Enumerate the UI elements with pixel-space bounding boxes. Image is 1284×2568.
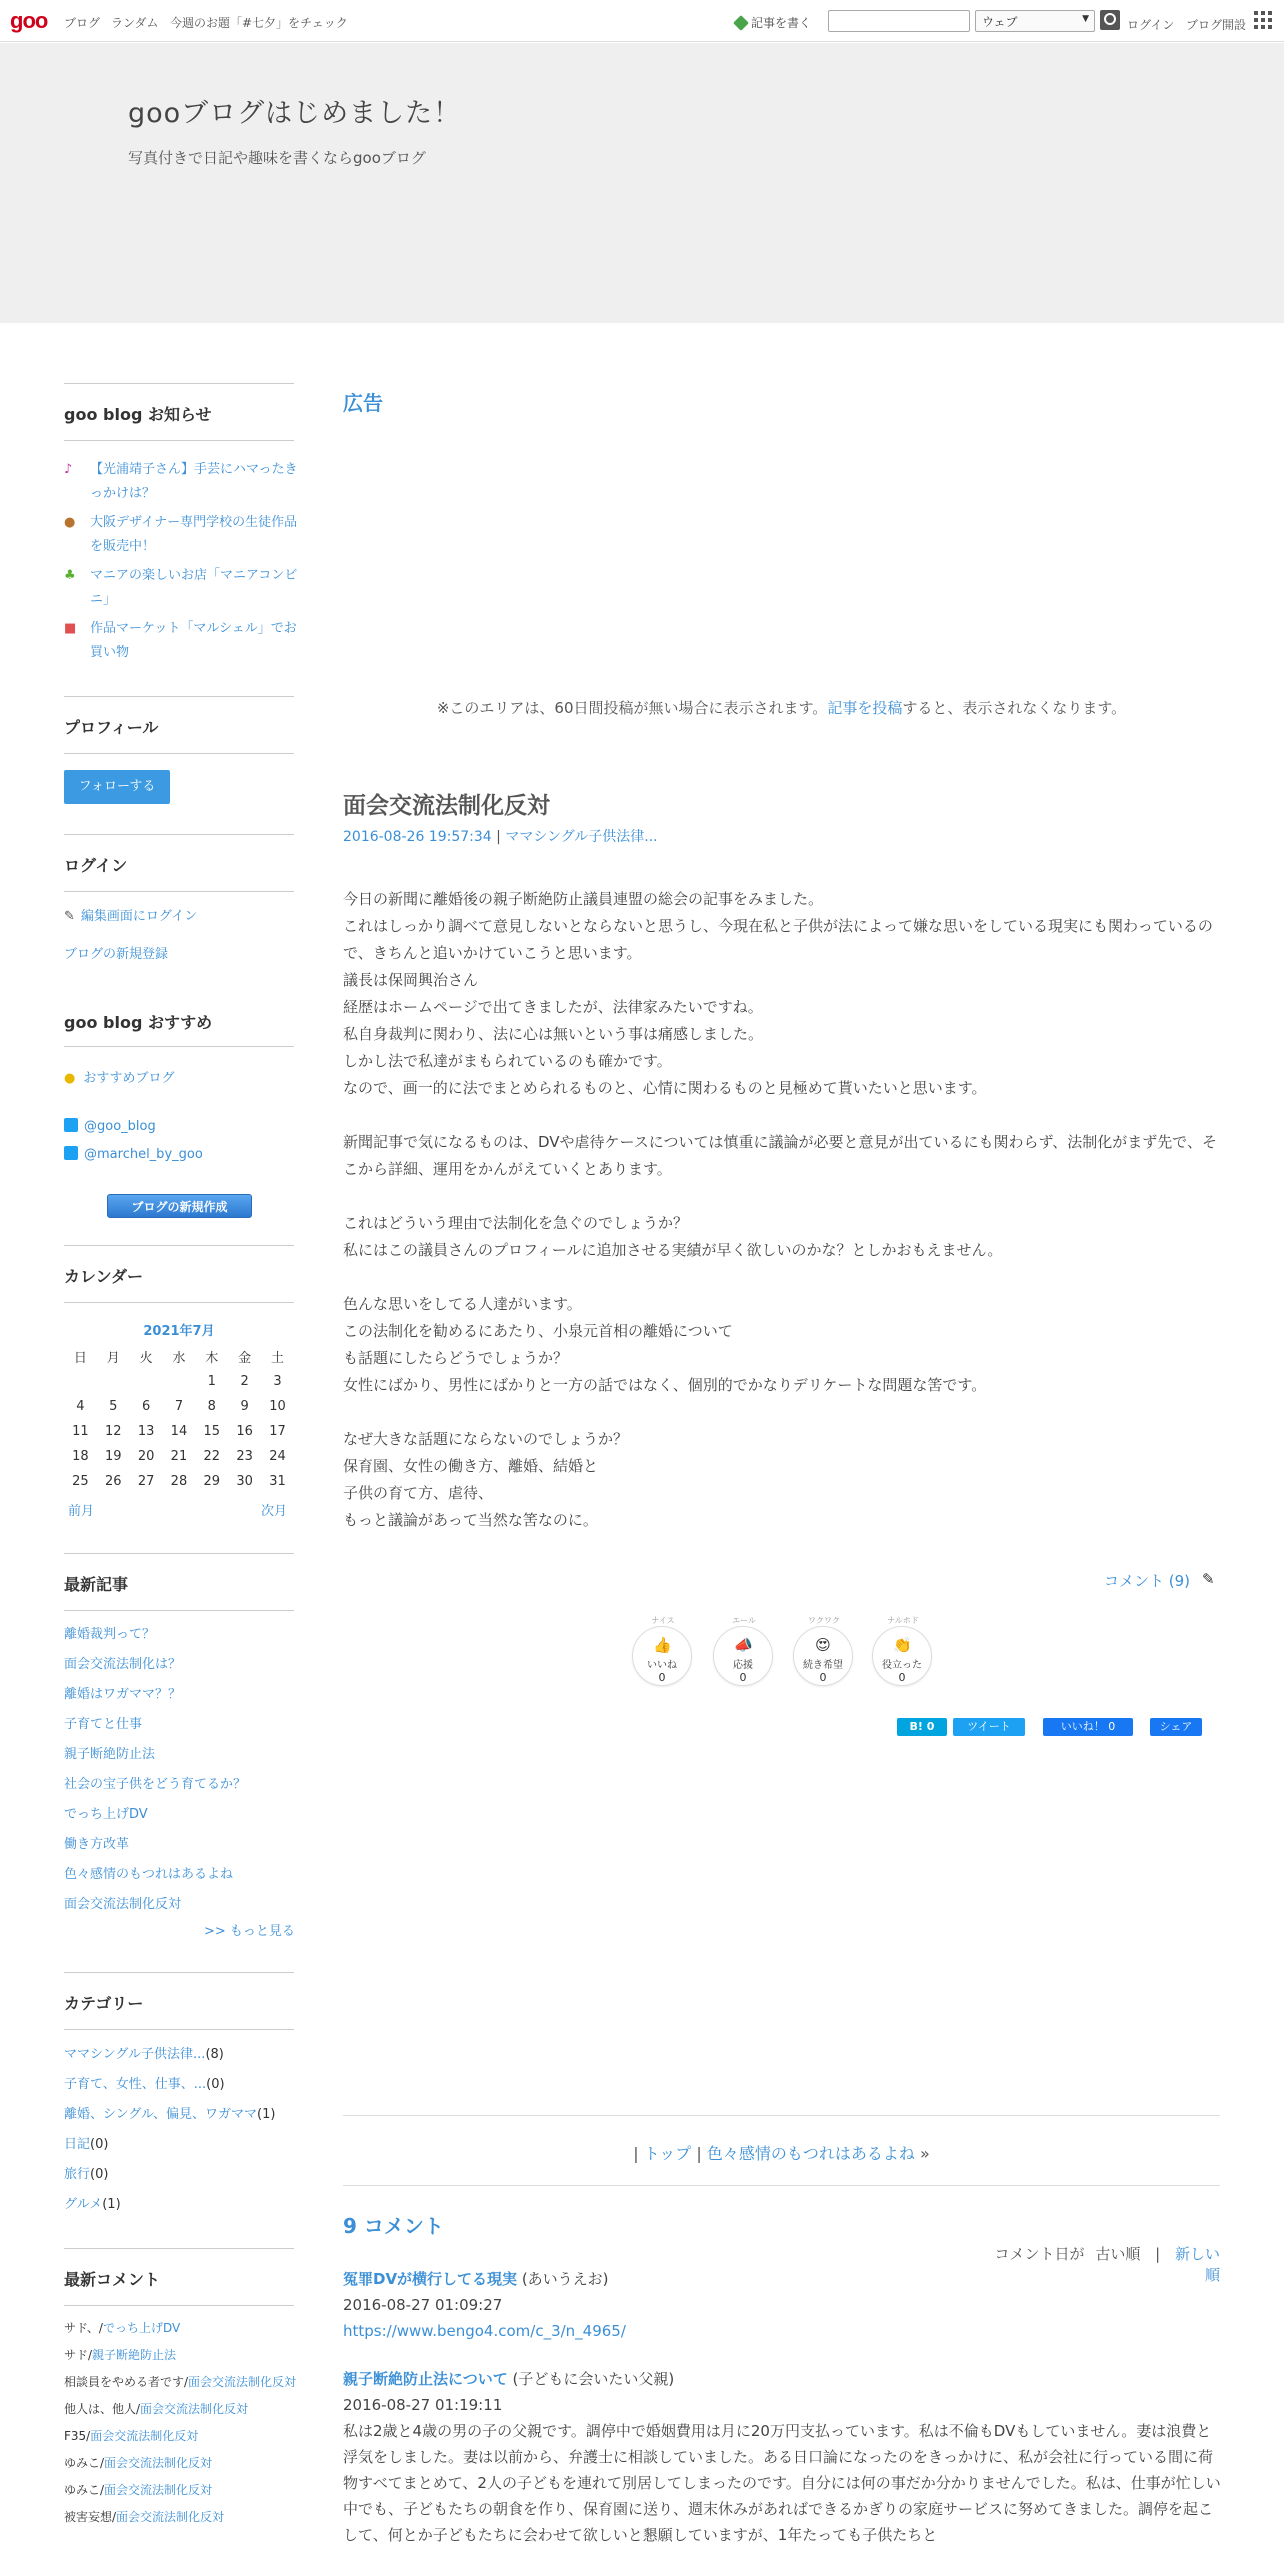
profile-heading: プロフィール — [64, 696, 294, 754]
write-post-link[interactable] — [734, 14, 811, 31]
calendar-day: 1 — [207, 1374, 216, 1389]
categories-heading: カテゴリー — [64, 1972, 294, 2030]
tweet-button[interactable]: ツイート — [953, 1718, 1025, 1736]
blog-description: 写真付きで日記や趣味を書くならgooブログ — [128, 149, 426, 167]
post-paragraph: 私自身裁判に関わり、法に心は無いという事は痛感しました。 — [343, 1025, 764, 1043]
category-count: (0) — [90, 2137, 109, 2152]
login-edit-label: 編集画面にログイン — [80, 909, 198, 924]
comment-body: 私は2歳と4歳の男の子の父親です。調停中で婚姻費用は月に20万円支払っています。私は不倫もDVもしていません。妻は浪費と浮気をしました。妻は以前から、弁護士に相談していました。ある日口論になったのをきっかけに、私が会社に行っている間に荷物すべてまとめて、2人の子どもを連れて別居してしまったのです。自分には何の事だか分かりませんでした。私は、仕事が忙しい中でも、子どもたちの朝食を作り、保育園に送り、週末休みがあればできるかぎりの家庭サービスに努めてきました。調停を起こして、何とか子どもたちに会わせて欲しいと懇願していますが、1年たっても子供たちと — [343, 2422, 1221, 2544]
list-item[interactable] — [64, 1740, 304, 1770]
post-paragraph: なぜ大きな話題にならないのでしょうか？ — [343, 1430, 629, 1448]
calendar-next-link[interactable]: 次月 — [261, 1504, 288, 1519]
divider — [343, 2115, 1220, 2116]
nav-link-weekly-theme[interactable]: 今週のお題「#七夕」をチェック — [170, 16, 348, 30]
calendar-day: 22 — [203, 1449, 221, 1464]
recent-post-link[interactable]: 働き方改革 — [64, 1837, 130, 1852]
list-item[interactable] — [64, 2040, 304, 2070]
ad-note-text: すると、表示されなくなります。 — [902, 699, 1127, 717]
register-blog-link[interactable]: ブログの新規登録 — [64, 947, 169, 962]
post-paragraph: 今日の新聞に離婚後の親子断絶防止議員連盟の総会の記事をみました。 — [343, 890, 824, 908]
recent-post-link[interactable]: 離婚はワガママ？？ — [64, 1687, 182, 1702]
sort-label: コメント日が — [994, 2245, 1085, 2263]
divider — [343, 2185, 1220, 2186]
next-post-link[interactable]: 色々感情のもつれはあるよね — [706, 2144, 915, 2163]
comment-author: 被害妄想/ — [64, 2510, 117, 2524]
heart-eyes-icon: 😍 — [815, 1636, 831, 1654]
calendar-day: 31 — [269, 1474, 286, 1489]
dog-icon: ● — [64, 515, 76, 530]
post-paragraph — [343, 1183, 1223, 1210]
calendar-day: 19 — [104, 1449, 122, 1464]
calendar-day: 2 — [240, 1374, 249, 1389]
list-item[interactable] — [64, 2070, 304, 2100]
reaction-label: いいね — [647, 1660, 677, 1671]
calendar-day: 24 — [269, 1449, 286, 1464]
write-post-label: 記事を書く — [751, 16, 812, 30]
sort-separator: | — [1155, 2245, 1161, 2263]
list-item[interactable] — [64, 1800, 304, 1830]
calendar-day — [130, 1369, 163, 1394]
calendar-day: 16 — [236, 1424, 253, 1439]
comment-date: 2016-08-27 01:19:11 — [343, 2396, 503, 2414]
next-arrow-icon: » — [919, 2144, 930, 2163]
post-paragraph — [343, 1102, 1223, 1129]
twitter-link-goo-blog[interactable] — [64, 1114, 156, 1140]
calendar-day: 6 — [141, 1399, 151, 1414]
calendar-day: 20 — [137, 1449, 155, 1464]
calendar-day: 26 — [104, 1474, 122, 1489]
list-item[interactable] — [64, 2130, 304, 2160]
recent-post-link[interactable]: 親子断絶防止法 — [64, 1747, 156, 1762]
post-paragraph: 色んな思いをしてる人達がいます。 — [343, 1295, 582, 1313]
blog-title[interactable]: gooブログはじめました！ — [128, 98, 462, 129]
lightbulb-icon: ● — [64, 1071, 76, 1086]
category-count: (0) — [90, 2167, 109, 2182]
recent-post-link[interactable]: 社会の宝子供をどう育てるか？ — [64, 1777, 247, 1792]
post-paragraph — [343, 1264, 1223, 1291]
comment-author: (子どもに会いたい父親) — [507, 2370, 675, 2388]
comments-heading: 9 コメント — [343, 2214, 444, 2238]
post-paragraph: 保育園、女性の働き方、離婚、結婚と — [343, 1457, 599, 1475]
list-item — [64, 2509, 304, 2526]
comment-item — [343, 2366, 1223, 2568]
reaction-caption: エール — [732, 1616, 756, 1625]
list-item[interactable] — [64, 2100, 304, 2130]
share-button[interactable]: シェア — [1150, 1718, 1202, 1736]
reaction-label: 役立った — [882, 1660, 922, 1671]
list-item — [64, 2455, 304, 2472]
category-count: (1) — [257, 2107, 276, 2122]
calendar-day: 17 — [269, 1424, 286, 1439]
comment-title[interactable]: 親子断絶防止法について — [343, 2370, 508, 2388]
calendar-day — [163, 1369, 196, 1394]
post-paragraph: しかし法で私達がまもられているのも確かです。 — [343, 1052, 672, 1070]
comment-header — [343, 2266, 1223, 2292]
nav-link-random[interactable]: ランダム — [111, 16, 159, 30]
reaction-like-button[interactable] — [632, 1616, 692, 1686]
list-item[interactable] — [64, 1680, 304, 1710]
reaction-count: 0 — [819, 1671, 827, 1684]
goo-logo[interactable]: goo — [10, 8, 48, 33]
twitter-handle: @goo_blog — [84, 1119, 156, 1134]
calendar-day: 14 — [170, 1424, 188, 1439]
notice-text[interactable]: 【光浦靖子さん】手芸にハマったきっかけは？ — [90, 462, 298, 501]
list-item[interactable] — [64, 2190, 304, 2220]
twitter-handle: @marchel_by_goo — [84, 1147, 203, 1162]
list-item — [64, 2428, 304, 2445]
clover-icon: ♣ — [64, 568, 76, 583]
search-button[interactable] — [1100, 10, 1120, 30]
ad-heading: 広告 — [343, 391, 383, 415]
nav-separator: | — [691, 2144, 707, 2163]
new-blog-button[interactable]: ブログの新規作成 — [107, 1194, 252, 1218]
calendar-day: 29 — [203, 1474, 221, 1489]
calendar-heading: カレンダー — [64, 1245, 294, 1303]
post-paragraph: 私にはこの議員さんのプロフィールに追加させる実績が早く欲しいのかな？としかおもえません。 — [343, 1241, 1003, 1259]
post-paragraph: 経歴はホームページで出てきましたが、法律家みたいですね。 — [343, 998, 763, 1016]
calendar-day — [64, 1369, 97, 1394]
post-paragraph: これはどういう理由で法制化を急ぐのでしょうか？ — [343, 1214, 689, 1232]
list-item — [64, 2374, 304, 2391]
calendar-day: 12 — [104, 1424, 122, 1439]
comment-author: (あいうえお) — [517, 2270, 609, 2288]
recommend-blog-label: おすすめブログ — [83, 1071, 175, 1086]
reaction-want-more-button[interactable] — [793, 1616, 853, 1686]
weekday-label: 火 — [139, 1351, 153, 1366]
clap-icon: 👏 — [893, 1636, 912, 1654]
category-count: (1) — [102, 2197, 121, 2212]
post-paragraph: もっと議論があって当然な筈なのに。 — [343, 1511, 598, 1529]
sort-newest-link[interactable]: 新しい順 — [1174, 2245, 1220, 2284]
comment-url-link[interactable]: https://www.bengo4.com/c_3/n_4965/ — [343, 2322, 626, 2340]
category-link[interactable]: 日記 — [64, 2137, 91, 2152]
comment-post-link[interactable]: 面会交流法制化反対 — [104, 2456, 213, 2470]
calendar-day: 27 — [137, 1474, 155, 1489]
post-paragraph: 議長は保岡興治さん — [343, 971, 479, 989]
post-datetime[interactable]: 2016-08-26 19:57:34 — [343, 829, 492, 845]
calendar-month[interactable]: 2021年7月 — [143, 1324, 215, 1339]
comment-post-link[interactable]: 面会交流法制化反対 — [90, 2429, 199, 2443]
comment-post-link[interactable]: 面会交流法制化反対 — [140, 2402, 249, 2416]
weekday-label: 土 — [271, 1351, 285, 1366]
list-item — [64, 2482, 304, 2499]
login-edit-link[interactable] — [64, 904, 197, 930]
weekday-label: 金 — [238, 1351, 252, 1366]
comment-post-link[interactable]: 親子断絶防止法 — [92, 2348, 177, 2362]
login-link[interactable]: ログイン — [1127, 18, 1175, 32]
post-paragraph: 新聞記事で気になるものは、DVや虐待ケースについては慎重に議論が必要と意見が出ているにも関わらず、法制化がまず先で、そこから詳細、運用をかんがえていくとあります。 — [343, 1133, 1218, 1178]
twitter-link-marchel[interactable] — [64, 1142, 203, 1168]
category-link[interactable]: 離婚、シングル、偏見、ワガママ — [64, 2107, 257, 2122]
nav-link-blog[interactable]: ブログ — [64, 16, 101, 30]
apps-grid-icon[interactable] — [1254, 11, 1272, 29]
calendar-day: 28 — [170, 1474, 188, 1489]
calendar-day — [97, 1369, 130, 1394]
list-item[interactable] — [64, 1620, 304, 1650]
comment-post-link[interactable]: でっち上げDV — [102, 2321, 181, 2335]
top-bar — [0, 0, 1284, 42]
more-posts-link[interactable]: >> もっと見る — [204, 1924, 295, 1939]
top-link[interactable]: トップ — [643, 2144, 692, 2163]
category-link[interactable]: グルメ — [64, 2197, 103, 2212]
calendar-day: 23 — [236, 1449, 253, 1464]
comment-post-link[interactable]: 面会交流法制化反対 — [104, 2483, 213, 2497]
post-paragraph: この法制化を勧めるにあたり、小泉元首相の離婚について — [343, 1322, 733, 1340]
music-note-icon: ♪ — [64, 462, 73, 477]
reaction-label: 続き希望 — [803, 1660, 843, 1671]
comment-author: サド/ — [64, 2348, 93, 2362]
comment-author: 相談員をやめる者です/ — [64, 2375, 189, 2389]
search-scope-value: ウェブ — [982, 15, 1018, 29]
calendar-day: 4 — [76, 1399, 85, 1414]
edit-pencil-icon[interactable]: ✎ — [1202, 1570, 1215, 1588]
follow-button[interactable]: フォローする — [64, 770, 170, 804]
list-item[interactable] — [64, 1710, 304, 1740]
recent-comments-list — [64, 2320, 304, 2536]
calendar-day: 18 — [72, 1449, 89, 1464]
twitter-icon — [64, 1118, 78, 1132]
megaphone-icon: 📣 — [734, 1636, 753, 1654]
post-paragraph: なので、画一的に法でまとめられるものと、心情に関わるものと見極めて貰いたいと思います。 — [343, 1079, 987, 1097]
meta-separator: | — [491, 829, 506, 845]
recent-posts-list — [64, 1620, 304, 1920]
category-link[interactable]: ママシングル子供法律... — [64, 2047, 206, 2062]
list-item[interactable] — [64, 1860, 304, 1890]
search-scope-select[interactable] — [975, 10, 1095, 32]
category-link[interactable]: 子育て、女性、仕事、... — [64, 2077, 207, 2092]
reaction-helpful-button[interactable] — [872, 1616, 932, 1686]
recent-post-link[interactable]: 面会交流法制化は？ — [64, 1657, 182, 1672]
calendar-day: 8 — [207, 1399, 216, 1414]
weekday-label: 日 — [73, 1351, 87, 1366]
calendar-day: 10 — [269, 1399, 286, 1414]
reaction-caption: ナルホド — [887, 1616, 919, 1625]
post-paragraph: これはしっかり調べて意見しないとならないと思うし、今現在私と子供が法によって嫌な思いをしている現実にも関わっているので、きちんと追いかけていこうと思います。 — [343, 917, 1213, 962]
list-item — [64, 2401, 304, 2418]
notice-text[interactable]: 大阪デザイナー専門学校の生徒作品を販売中！ — [90, 515, 298, 554]
ad-notice — [343, 697, 1220, 718]
calendar-day: 5 — [109, 1399, 118, 1414]
comment-title[interactable]: 冤罪DVが横行してる現実 — [343, 2270, 518, 2288]
categories-list — [64, 2040, 304, 2220]
calendar-day: 9 — [240, 1399, 249, 1414]
list-item[interactable] — [64, 2160, 304, 2190]
list-item[interactable] — [64, 1890, 304, 1920]
calendar-day: 3 — [273, 1374, 282, 1389]
list-item[interactable] — [64, 1770, 304, 1800]
post-navigation — [343, 2141, 1220, 2164]
comment-author: ゆみこ/ — [64, 2456, 105, 2470]
weekday-label: 月 — [106, 1351, 120, 1366]
pencil-icon — [733, 15, 749, 31]
facebook-like-button[interactable]: いいね！ 0 — [1043, 1718, 1133, 1736]
comment-author: サド、/ — [64, 2321, 103, 2335]
calendar-prev-link[interactable]: 前月 — [68, 1504, 95, 1519]
reaction-count: 0 — [739, 1671, 747, 1684]
recent-posts-heading: 最新記事 — [64, 1553, 294, 1611]
category-count: (8) — [205, 2047, 224, 2062]
list-item[interactable] — [64, 1830, 304, 1860]
notice-text[interactable]: 作品マーケット「マルシェル」でお買い物 — [90, 621, 297, 660]
write-post-link[interactable]: 記事を投稿 — [827, 699, 903, 717]
post-title[interactable]: 面会交流法制化反対 — [343, 793, 550, 819]
twitter-icon — [64, 1146, 78, 1160]
reaction-count: 0 — [658, 1671, 666, 1684]
post-paragraph: も話題にしたらどうでしょうか？ — [343, 1349, 569, 1367]
notices-heading: goo blog お知らせ — [64, 383, 294, 441]
calendar-day: 11 — [72, 1424, 89, 1439]
comment-post-link[interactable]: 面会交流法制化反対 — [188, 2375, 297, 2389]
post-paragraph: 子供の育て方、虐待、 — [343, 1484, 494, 1502]
gift-icon: ■ — [64, 621, 77, 636]
weekday-label: 木 — [205, 1351, 219, 1366]
list-item — [64, 2347, 304, 2364]
calendar-day: 21 — [170, 1449, 188, 1464]
hatena-bookmark-button[interactable]: B! 0 — [897, 1718, 947, 1736]
notice-text[interactable]: マニアの楽しいお店「マニアコンビニ」 — [90, 568, 298, 607]
recommend-blog-link[interactable] — [64, 1066, 174, 1092]
calendar-day: 25 — [72, 1474, 89, 1489]
calendar-day: 13 — [137, 1424, 155, 1439]
reaction-caption: ワクワク — [808, 1616, 840, 1625]
post-paragraph — [343, 1399, 1223, 1426]
post-category-link[interactable]: ママシングル子供法律... — [505, 829, 658, 845]
ad-note-text: ※このエリアは、60日間投稿が無い場合に表示されます。 — [436, 699, 828, 717]
calendar-day: 15 — [203, 1424, 221, 1439]
login-heading: ログイン — [64, 834, 294, 892]
comment-post-link[interactable]: 面会交流法制化反対 — [116, 2510, 225, 2524]
calendar-table — [64, 1344, 294, 1494]
reaction-label: 応援 — [733, 1660, 753, 1671]
thumbs-up-icon: 👍 — [653, 1636, 672, 1654]
reaction-cheer-button[interactable] — [713, 1616, 773, 1686]
open-blog-link[interactable]: ブログ開設 — [1186, 18, 1247, 32]
comment-count-link[interactable]: コメント (9) — [1104, 1572, 1191, 1590]
recent-post-link[interactable]: 離婚裁判って？ — [64, 1627, 156, 1642]
comment-header — [343, 2366, 1223, 2392]
comment-item — [343, 2266, 1223, 2344]
list-item[interactable] — [64, 1650, 304, 1680]
nav-separator: | — [633, 2144, 644, 2163]
post-meta — [343, 826, 658, 846]
reaction-count: 0 — [898, 1671, 906, 1684]
search-input[interactable] — [828, 10, 970, 32]
weekday-label: 水 — [172, 1351, 186, 1366]
sort-oldest[interactable]: 古い順 — [1095, 2245, 1141, 2263]
calendar-day: 30 — [236, 1474, 253, 1489]
recent-post-link[interactable]: 色々感情のもつれはあるよね — [64, 1867, 234, 1882]
comment-author: F35/ — [64, 2429, 91, 2443]
reaction-caption: ナイス — [651, 1616, 675, 1625]
comment-date: 2016-08-27 01:09:27 — [343, 2296, 503, 2314]
chevron-down-icon: ▼ — [1082, 14, 1089, 24]
recent-post-link[interactable]: 子育てと仕事 — [64, 1717, 143, 1732]
comment-author: 他人は、他人/ — [64, 2402, 141, 2416]
post-body — [343, 886, 1223, 1534]
recommend-heading: goo blog おすすめ — [64, 990, 294, 1047]
blog-header — [0, 43, 1284, 323]
post-paragraph: 女性にばかり、男性にばかりと一方の話ではなく、個別的でかなりデリケートな問題な筈です。 — [343, 1376, 987, 1394]
calendar-day: 7 — [174, 1399, 184, 1414]
category-count: (0) — [206, 2077, 225, 2092]
comment-author: ゆみこ/ — [64, 2483, 105, 2497]
category-link[interactable]: 旅行 — [64, 2167, 91, 2182]
recent-post-link[interactable]: でっち上げDV — [64, 1807, 148, 1822]
recent-post-link[interactable]: 面会交流法制化反対 — [64, 1897, 182, 1912]
pencil-icon: ✎ — [64, 909, 75, 924]
recent-comments-heading: 最新コメント — [64, 2248, 294, 2306]
list-item — [64, 2320, 304, 2337]
